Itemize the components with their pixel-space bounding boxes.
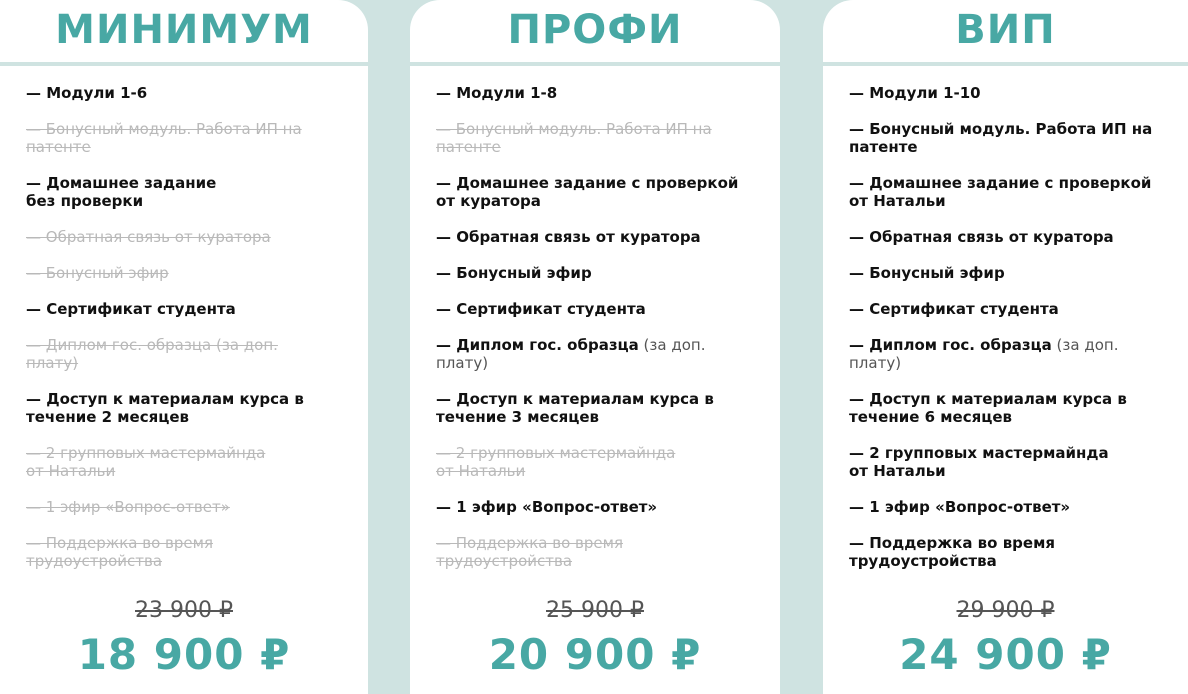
plan-title: ВИП bbox=[955, 7, 1056, 53]
feature-text: — Модули 1-8 bbox=[436, 84, 558, 102]
plan-card-vip bbox=[823, 0, 1188, 694]
old-price: 23 900 ₽ bbox=[135, 598, 233, 623]
feature-text: — 1 эфир «Вопрос-ответ» bbox=[849, 498, 1071, 516]
feature-item bbox=[26, 534, 354, 588]
feature-text: — Сертификат студента bbox=[436, 300, 646, 318]
feature-list bbox=[26, 84, 354, 588]
feature-text: — Бонусный модуль. Работа ИП на патенте bbox=[849, 120, 1153, 156]
plan-header bbox=[0, 0, 368, 66]
feature-item bbox=[436, 534, 766, 588]
plan-card-profi bbox=[410, 0, 780, 694]
current-price: 20 900 ₽ bbox=[488, 630, 702, 679]
feature-item bbox=[26, 264, 354, 300]
feature-item bbox=[849, 264, 1174, 300]
feature-text: — Бонусный эфир bbox=[26, 264, 169, 282]
feature-text: — Доступ к материалам курса в течение 3 месяцев bbox=[436, 390, 714, 426]
feature-text: — Поддержка во время трудоустройства bbox=[849, 534, 1055, 570]
feature-item bbox=[436, 174, 766, 228]
feature-text: — Обратная связь от куратора bbox=[849, 228, 1114, 246]
feature-item bbox=[26, 84, 354, 120]
feature-item bbox=[26, 336, 354, 390]
feature-item bbox=[436, 264, 766, 300]
feature-list bbox=[436, 84, 766, 588]
feature-text: — Бонусный эфир bbox=[436, 264, 592, 282]
feature-text: — Домашнее задание без проверки bbox=[26, 174, 217, 210]
feature-text: — Доступ к материалам курса в течение 6 месяцев bbox=[849, 390, 1127, 426]
feature-item bbox=[436, 228, 766, 264]
feature-text: — Домашнее задание с проверкой от куратора bbox=[436, 174, 739, 210]
feature-text: — Диплом гос. образца bbox=[436, 336, 639, 354]
feature-item bbox=[849, 444, 1174, 498]
feature-text: — Модули 1-10 bbox=[849, 84, 981, 102]
feature-text: — Бонусный модуль. Работа ИП на патенте bbox=[26, 120, 302, 156]
feature-item bbox=[436, 444, 766, 498]
feature-text: — 2 групповых мастермайнда от Натальи bbox=[26, 444, 266, 480]
feature-text: — 2 групповых мастермайнда от Натальи bbox=[436, 444, 676, 480]
feature-item bbox=[436, 336, 766, 390]
feature-text: — Поддержка во время трудоустройства bbox=[26, 534, 213, 570]
feature-text: — Домашнее задание с проверкой от Натальи bbox=[849, 174, 1152, 210]
feature-item bbox=[436, 120, 766, 174]
feature-item bbox=[849, 534, 1174, 588]
old-price: 29 900 ₽ bbox=[956, 598, 1055, 623]
feature-note: (за доп. плату) bbox=[436, 336, 706, 372]
feature-item bbox=[849, 390, 1174, 444]
feature-text: — Бонусный модуль. Работа ИП на патенте bbox=[436, 120, 712, 156]
feature-text: — Доступ к материалам курса в течение 2 месяцев bbox=[26, 390, 304, 426]
feature-item bbox=[26, 300, 354, 336]
feature-item bbox=[26, 174, 354, 228]
feature-text: — Обратная связь от куратора bbox=[436, 228, 701, 246]
feature-item bbox=[849, 498, 1174, 534]
feature-item bbox=[849, 174, 1174, 228]
feature-item bbox=[26, 390, 354, 444]
feature-text: — Обратная связь от куратора bbox=[26, 228, 271, 246]
feature-note: (за доп. плату) bbox=[849, 336, 1119, 372]
feature-text: — Диплом гос. образца (за доп. плату) bbox=[26, 336, 278, 372]
feature-text: — 2 групповых мастермайнда от Натальи bbox=[849, 444, 1109, 480]
feature-text: — 1 эфир «Вопрос-ответ» bbox=[436, 498, 658, 516]
plan-header bbox=[410, 0, 780, 66]
feature-item bbox=[849, 84, 1174, 120]
feature-item bbox=[26, 498, 354, 534]
feature-text: — 1 эфир «Вопрос-ответ» bbox=[26, 498, 230, 516]
feature-text: — Сертификат студента bbox=[26, 300, 236, 318]
feature-text: — Диплом гос. образца bbox=[849, 336, 1052, 354]
plan-title: ПРОФИ bbox=[507, 7, 683, 53]
feature-text: — Модули 1-6 bbox=[26, 84, 148, 102]
old-price: 25 900 ₽ bbox=[546, 598, 644, 623]
feature-item bbox=[849, 336, 1174, 390]
current-price: 18 900 ₽ bbox=[77, 630, 291, 679]
feature-item bbox=[849, 228, 1174, 264]
feature-text: — Поддержка во время трудоустройства bbox=[436, 534, 623, 570]
feature-list bbox=[849, 84, 1174, 588]
feature-item bbox=[436, 300, 766, 336]
feature-text: — Сертификат студента bbox=[849, 300, 1059, 318]
current-price: 24 900 ₽ bbox=[899, 630, 1112, 679]
plan-card-minimum bbox=[0, 0, 368, 694]
feature-item bbox=[849, 120, 1174, 174]
feature-text: — Бонусный эфир bbox=[849, 264, 1005, 282]
feature-item bbox=[436, 390, 766, 444]
feature-item bbox=[436, 498, 766, 534]
feature-item bbox=[849, 300, 1174, 336]
feature-item bbox=[436, 84, 766, 120]
plan-header bbox=[823, 0, 1188, 66]
feature-item bbox=[26, 120, 354, 174]
feature-item bbox=[26, 228, 354, 264]
plan-title: МИНИМУМ bbox=[55, 7, 313, 53]
feature-item bbox=[26, 444, 354, 498]
